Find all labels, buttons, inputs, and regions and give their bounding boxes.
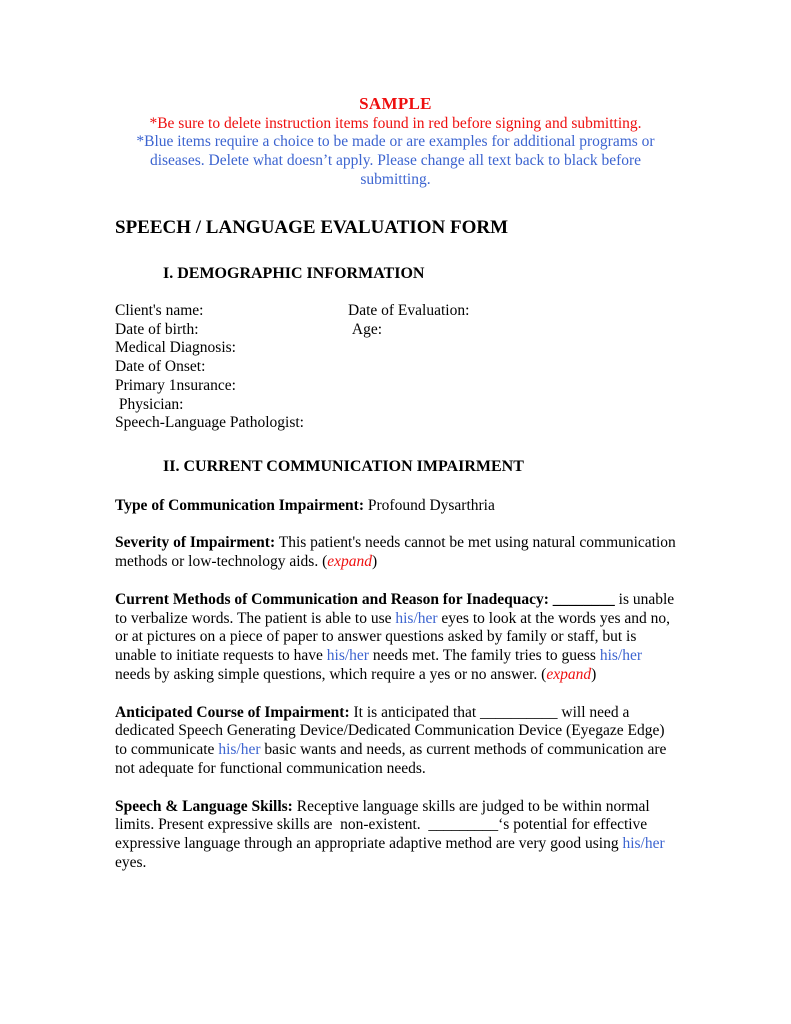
field-row-date-of-onset bbox=[115, 358, 676, 377]
text-segment: is unable to verbalize words. The patient is able to use bbox=[115, 590, 679, 627]
text-segment: his/her bbox=[395, 609, 438, 627]
text-segment: eyes. bbox=[115, 835, 669, 871]
field-label-primary-insurance: Primary 1nsurance: bbox=[115, 376, 236, 394]
field-row-client-name bbox=[115, 302, 676, 321]
field-label-age: Age: bbox=[348, 320, 383, 338]
text-segment: eyes to look at the words yes and no, or at pictures on a piece of paper to answer questions asked by family or staff, but is unable to initiate requests to have bbox=[115, 609, 674, 665]
paragraph-speech-language-skills bbox=[115, 798, 676, 873]
field-row-speech-language-pathologist bbox=[115, 414, 676, 433]
text-segment: his/her bbox=[622, 835, 665, 853]
instruction-header bbox=[115, 94, 676, 190]
field-label-client-name: Client's name: bbox=[115, 301, 204, 319]
field-label-medical-diagnosis: Medical Diagnosis: bbox=[115, 339, 236, 357]
text-segment: needs by asking simple questions, which require a yes or no answer. ( bbox=[115, 647, 646, 683]
blue-instruction-note: *Blue items require a choice to be made or are examples for additional programs or diseases. Delete what doesn’t apply. Please change all text back to black before submitting. bbox=[136, 133, 655, 188]
paragraph-impairment-type bbox=[115, 497, 676, 516]
field-label-date-of-evaluation: Date of Evaluation: bbox=[348, 301, 470, 319]
text-segment: ) bbox=[591, 665, 597, 683]
field-label-date-of-onset: Date of Onset: bbox=[115, 358, 206, 376]
field-row-primary-insurance bbox=[115, 377, 676, 396]
form-title: SPEECH / LANGUAGE EVALUATION FORM bbox=[115, 216, 509, 238]
text-segment: expand bbox=[327, 553, 372, 571]
text-segment: This patient's needs cannot be met using natural communication methods or low-technology aids. ( bbox=[115, 534, 680, 571]
text-segment: basic wants and needs, as current methods of communication are not adequate for functional communication needs. bbox=[115, 741, 671, 777]
text-segment: ) bbox=[372, 553, 378, 571]
text-segment: ________ bbox=[552, 590, 615, 608]
paragraph-current-methods bbox=[115, 590, 679, 685]
text-segment: Profound Dysarthria bbox=[364, 496, 495, 514]
paragraph-severity-of-impairment bbox=[115, 534, 680, 572]
text-segment: his/her bbox=[599, 647, 643, 665]
field-row-date-of-birth bbox=[115, 321, 676, 340]
text-segment: Anticipated Course of Impairment: bbox=[115, 703, 350, 721]
field-row-medical-diagnosis bbox=[115, 339, 676, 358]
paragraph-anticipated-course bbox=[115, 704, 676, 779]
demographic-fields bbox=[115, 302, 676, 433]
text-segment: Type of Communication Impairment: bbox=[115, 496, 364, 514]
section-heading-current-communication-impairment: II. CURRENT COMMUNICATION IMPAIRMENT bbox=[163, 458, 524, 476]
text-segment: his/her bbox=[218, 741, 261, 759]
section-heading-demographic-information: I. DEMOGRAPHIC INFORMATION bbox=[163, 264, 425, 282]
field-label-speech-language-pathologist: Speech-Language Pathologist: bbox=[115, 414, 304, 432]
text-segment: It is anticipated that __________ will need a dedicated Speech Generating Device/Dedicated Communication Device (Eyegaze Edge) to communicate bbox=[115, 703, 669, 759]
field-label-physician: Physician: bbox=[115, 395, 184, 413]
text-segment: Speech & Language Skills: bbox=[115, 797, 293, 815]
field-label-date-of-birth: Date of birth: bbox=[115, 320, 199, 338]
text-segment: needs met. The family tries to guess bbox=[368, 647, 600, 665]
text-segment: expand bbox=[546, 665, 592, 683]
field-row-physician bbox=[115, 396, 676, 415]
text-segment: Current Methods of Communication and Reason for Inadequacy: bbox=[115, 590, 553, 608]
text-segment: his/her bbox=[326, 647, 369, 665]
text-segment: Severity of Impairment: bbox=[115, 534, 276, 552]
text-segment: Receptive language skills are judged to be within normal limits. Present expressive skills are non-existent. _________‘s potential for effective expressive language through an appropriate adaptive method are very good using bbox=[115, 797, 654, 853]
sample-watermark-title: SAMPLE bbox=[359, 94, 432, 113]
red-instruction-note: *Be sure to delete instruction items found in red before signing and submitting. bbox=[149, 114, 642, 132]
